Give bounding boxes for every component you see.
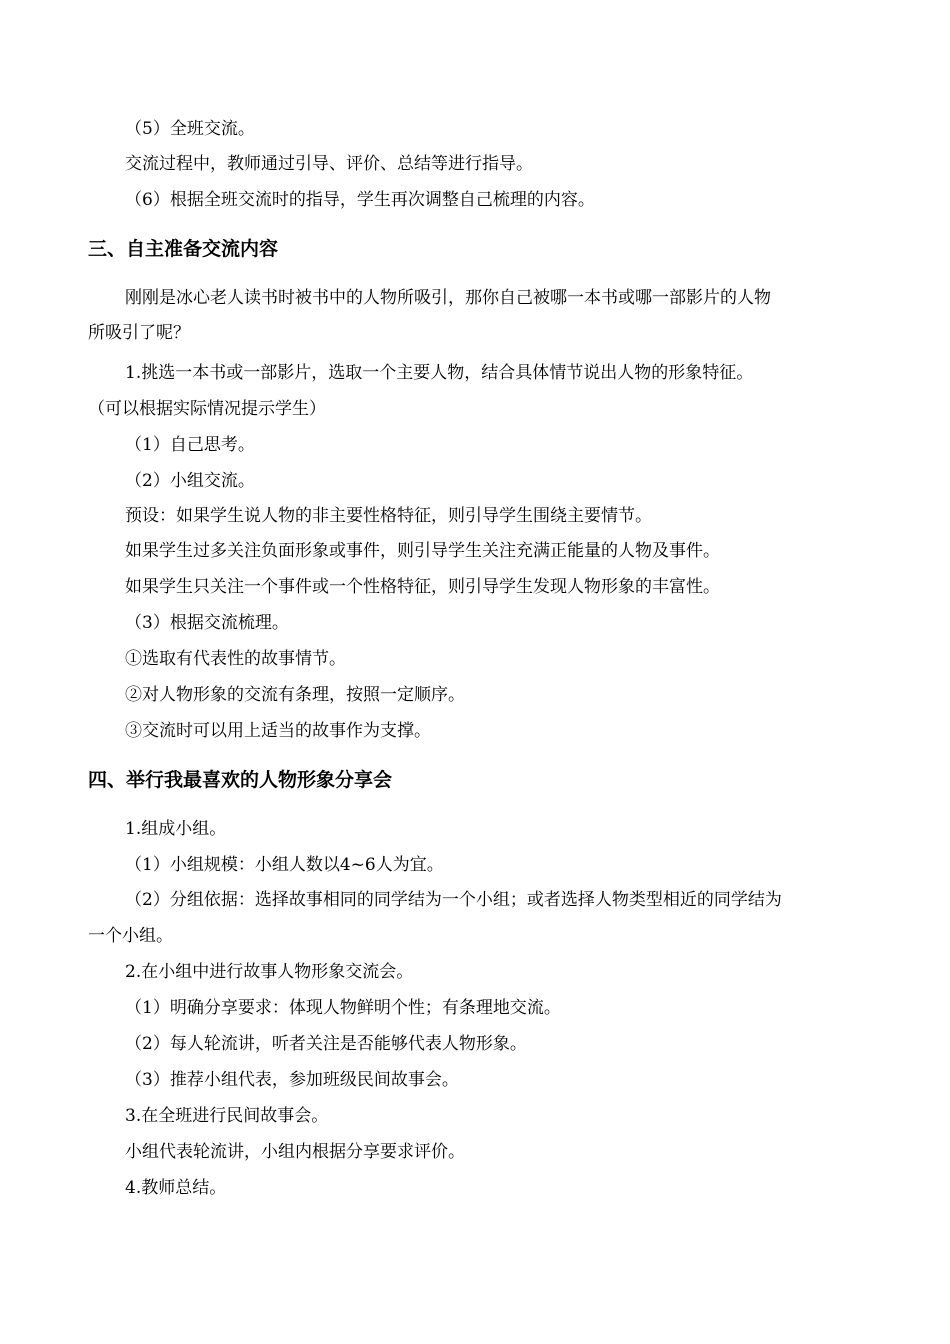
paragraph-line: （2）分组依据：选择故事相同的同学结为一个小组；或者选择人物类型相近的同学结为	[125, 890, 782, 910]
paragraph-line: （1）明确分享要求：体现人物鲜明个性；有条理地交流。	[125, 998, 561, 1018]
paragraph-line: 3.在全班进行民间故事会。	[125, 1106, 329, 1126]
section-heading: 三、自主准备交流内容	[88, 238, 279, 260]
paragraph-line: （可以根据实际情况提示学生）	[88, 399, 326, 419]
paragraph-line: 所吸引了呢？	[88, 323, 190, 343]
paragraph-line: （1）自己思考。	[125, 435, 255, 455]
paragraph-line: 刚刚是冰心老人读书时被书中的人物所吸引，那你自己被哪一本书或哪一部影片的人物	[125, 288, 771, 308]
paragraph-line: （6）根据全班交流时的指导，学生再次调整自己梳理的内容。	[125, 190, 595, 210]
paragraph-line: （3）推荐小组代表，参加班级民间故事会。	[125, 1070, 459, 1090]
paragraph-line: 交流过程中，教师通过引导、评价、总结等进行指导。	[125, 154, 533, 174]
paragraph-line: （1）小组规模：小组人数以4~6人为宜。	[125, 855, 444, 875]
paragraph-line: 预设：如果学生说人物的非主要性格特征，则引导学生围绕主要情节。	[125, 506, 652, 526]
paragraph-line: （5）全班交流。	[125, 119, 255, 139]
paragraph-line: ①选取有代表性的故事情节。	[125, 649, 346, 669]
paragraph-line: 一个小组。	[88, 926, 173, 946]
paragraph-line: ②对人物形象的交流有条理，按照一定顺序。	[125, 685, 465, 705]
paragraph-line: （2）每人轮流讲，听者关注是否能够代表人物形象。	[125, 1034, 527, 1054]
paragraph-line: （3）根据交流梳理。	[125, 613, 289, 633]
paragraph-line: 1.组成小组。	[125, 819, 227, 839]
paragraph-line: 2.在小组中进行故事人物形象交流会。	[125, 962, 414, 982]
paragraph-line: 小组代表轮流讲，小组内根据分享要求评价。	[125, 1142, 465, 1162]
paragraph-line: （2）小组交流。	[125, 471, 255, 491]
paragraph-line: ③交流时可以用上适当的故事作为支撑。	[125, 721, 431, 741]
paragraph-line: 1.挑选一本书或一部影片，选取一个主要人物，结合具体情节说出人物的形象特征。	[125, 363, 754, 383]
paragraph-line: 4.教师总结。	[125, 1178, 227, 1198]
section-heading: 四、举行我最喜欢的人物形象分享会	[88, 769, 393, 791]
paragraph-line: 如果学生过多关注负面形象或事件，则引导学生关注充满正能量的人物及事件。	[125, 541, 720, 561]
paragraph-line: 如果学生只关注一个事件或一个性格特征，则引导学生发现人物形象的丰富性。	[125, 577, 720, 597]
